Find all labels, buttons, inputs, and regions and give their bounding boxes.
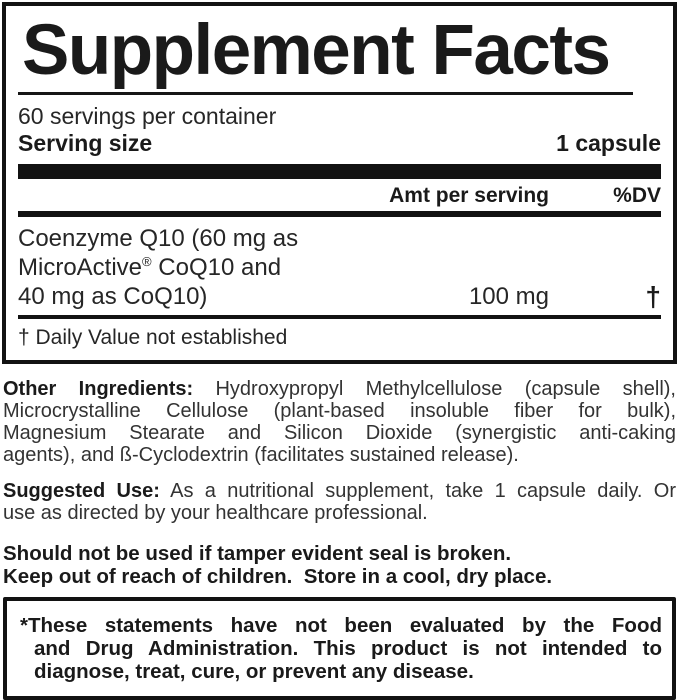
panel-title: Supplement Facts: [22, 11, 610, 90]
ingredient-name-line2-rest: CoQ10 and: [151, 254, 282, 281]
suggested-use-line1-text: As a nutritional supplement, take 1 capsule daily. Or: [159, 480, 676, 502]
column-headers: [18, 182, 661, 209]
tamper-warning: [3, 543, 676, 588]
ingredient-dv-dagger: †: [645, 281, 661, 312]
dv-column-header: %DV: [613, 184, 661, 207]
dv-footnote: † Daily Value not established: [18, 326, 288, 349]
other-ingredients: [3, 378, 676, 466]
other-ingredients-line1-text: Hydroxypropyl Methylcellulose (capsule shell),: [193, 378, 676, 400]
fda-disclaimer-line1: *These statements have not been evaluated by the Food: [20, 614, 662, 637]
other-ingredients-label: Other Ingredients:: [3, 378, 194, 400]
title-rule: [18, 92, 633, 95]
tamper-warning-line2: Keep out of reach of children. Store in a cool, dry place.: [3, 564, 553, 588]
suggested-use-line2: use as directed by your healthcare professional.: [3, 502, 428, 524]
fda-disclaimer-line3: diagnose, treat, cure, or prevent any disease.: [34, 660, 474, 683]
ingredient-name-line1: Coenzyme Q10 (60 mg as: [18, 225, 299, 252]
serving-size-value: 1 capsule: [556, 130, 661, 156]
fda-disclaimer-box: [3, 597, 676, 700]
suggested-use-label: Suggested Use:: [3, 480, 160, 502]
ingredient-row: [18, 224, 661, 311]
suggested-use: [3, 480, 676, 524]
ingredient-amount: 100 mg: [468, 283, 549, 310]
separator-thick-bar: [18, 164, 661, 179]
supplement-facts-panel: [2, 2, 677, 364]
serving-size-row: [18, 129, 661, 157]
servings-per-container: 60 servings per container: [18, 103, 277, 129]
serving-size-label: Serving size: [18, 130, 153, 156]
supplement-label: [0, 2, 679, 699]
registered-trademark-symbol: ®: [142, 254, 152, 269]
other-ingredients-line1: [3, 378, 676, 400]
fda-disclaimer: [20, 614, 662, 683]
amount-column-header: Amt per serving: [389, 184, 549, 207]
ingredient-name-line3: 40 mg as CoQ10): [18, 283, 208, 310]
ingredient-name: [18, 224, 469, 311]
suggested-use-line1: [3, 480, 676, 502]
ingredient-name-line2: [18, 253, 469, 282]
info-section: [3, 378, 676, 588]
other-ingredients-line2: Microcrystalline Cellulose (plant-based insoluble fiber for bulk),: [3, 400, 676, 422]
tamper-warning-line1: Should not be used if tamper evident seal is broken.: [3, 542, 512, 565]
other-ingredients-line4: agents), and ß-Cyclodextrin (facilitates sustained release).: [3, 444, 519, 466]
fda-disclaimer-line2: and Drug Administration. This product is not intended to: [34, 637, 662, 660]
ingredient-brand: MicroActive: [18, 254, 143, 281]
separator-medium-bar: [18, 211, 661, 217]
other-ingredients-line3: Magnesium Stearate and Silicon Dioxide (synergistic anti-caking: [3, 422, 676, 444]
